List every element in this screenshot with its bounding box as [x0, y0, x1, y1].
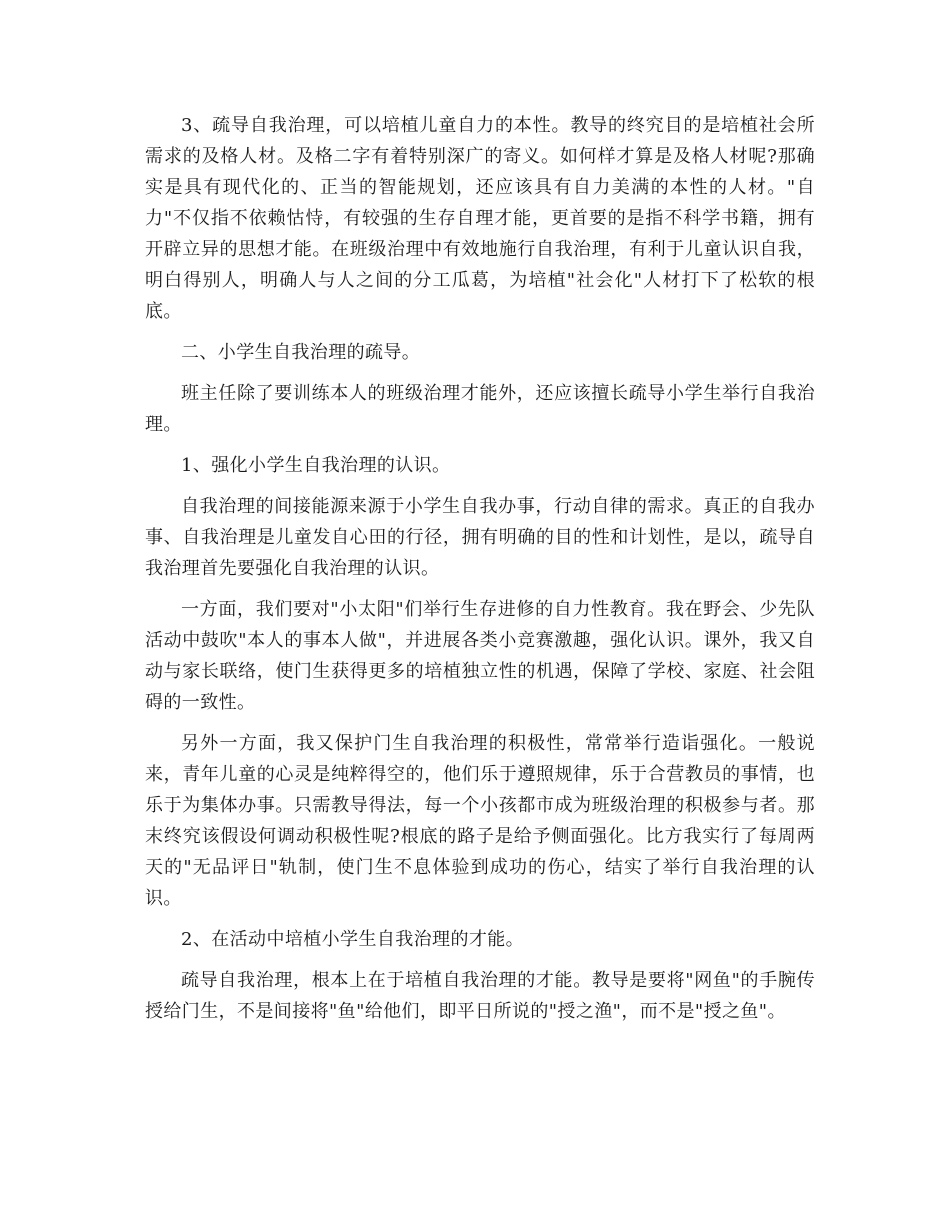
paragraph-positive-reinforcement: 另外一方面，我又保护门生自我治理的积极性，常常举行造诣强化。一般说来，青年儿童的心灵是纯粹得空的，他们乐于遵照规律，乐于合营教员的事情，也乐于为集体办事。只需教导得法，每一个小孩都市成为班级治理的积极参与者。那末终究该假设何调动积极性呢?根底的路子是给予侧面强化。比方我实行了每周两天的"无品评日"轨制，使门生不息体验到成功的伤心，结实了举行自我治理的认识。	[145, 733, 815, 909]
section-heading-guidance: 二、小学生自我治理的疏导。	[181, 342, 421, 363]
subheading-cultivate-ability: 2、在活动中培植小学生自我治理的才能。	[181, 929, 525, 950]
paragraph-teacher-role: 班主任除了要训练本人的班级治理才能外，还应该擅长疏导小学生举行自我治理。	[145, 383, 815, 435]
paragraph-teach-to-fish: 疏导自我治理，根本上在于培植自我治理的才能。教导是要将"网鱼"的手腕传授给门生，不是间接将"鱼"给他们，即平日所说的"授之渔"，而不是"授之鱼"。	[145, 970, 815, 1022]
paragraph-independence-education: 一方面，我们要对"小太阳"们举行生存进修的自力性教育。我在野会、少先队活动中鼓吹"本人的事本人做"，并进展各类小竞赛激趣，强化认识。课外，我又自动与家长联络，使门生获得更多的培植独立性的机遇，保障了学校、家庭、社会阻碍的一致性。	[145, 599, 815, 713]
paragraph-motivation-source: 自我治理的间接能源来源于小学生自我办事，行动自律的需求。真正的自我办事、自我治理是儿童发自心田的行径，拥有明确的目的性和计划性，是以，疏导自我治理首先要强化自我治理的认识。	[145, 496, 815, 579]
subheading-strengthen-awareness: 1、强化小学生自我治理的认识。	[181, 455, 451, 476]
paragraph-cultivate-independence: 3、疏导自我治理，可以培植儿童自力的本性。教导的终究目的是培植社会所需求的及格人材。及格二字有着特别深广的寄义。如何样才算是及格人材呢?那确实是具有现代化的、正当的智能规划，还应该具有自力美满的本性的人材。"自力"不仅指不依赖怙恃，有较强的生存自理才能，更首要的是指不科学书籍，拥有开辟立异的思想才能。在班级治理中有效地施行自我治理，有利于儿童认识自我，明白得别人，明确人与人之间的分工瓜葛，为培植"社会化"人材打下了松软的根底。	[145, 115, 815, 322]
document-body	[145, 110, 815, 1037]
